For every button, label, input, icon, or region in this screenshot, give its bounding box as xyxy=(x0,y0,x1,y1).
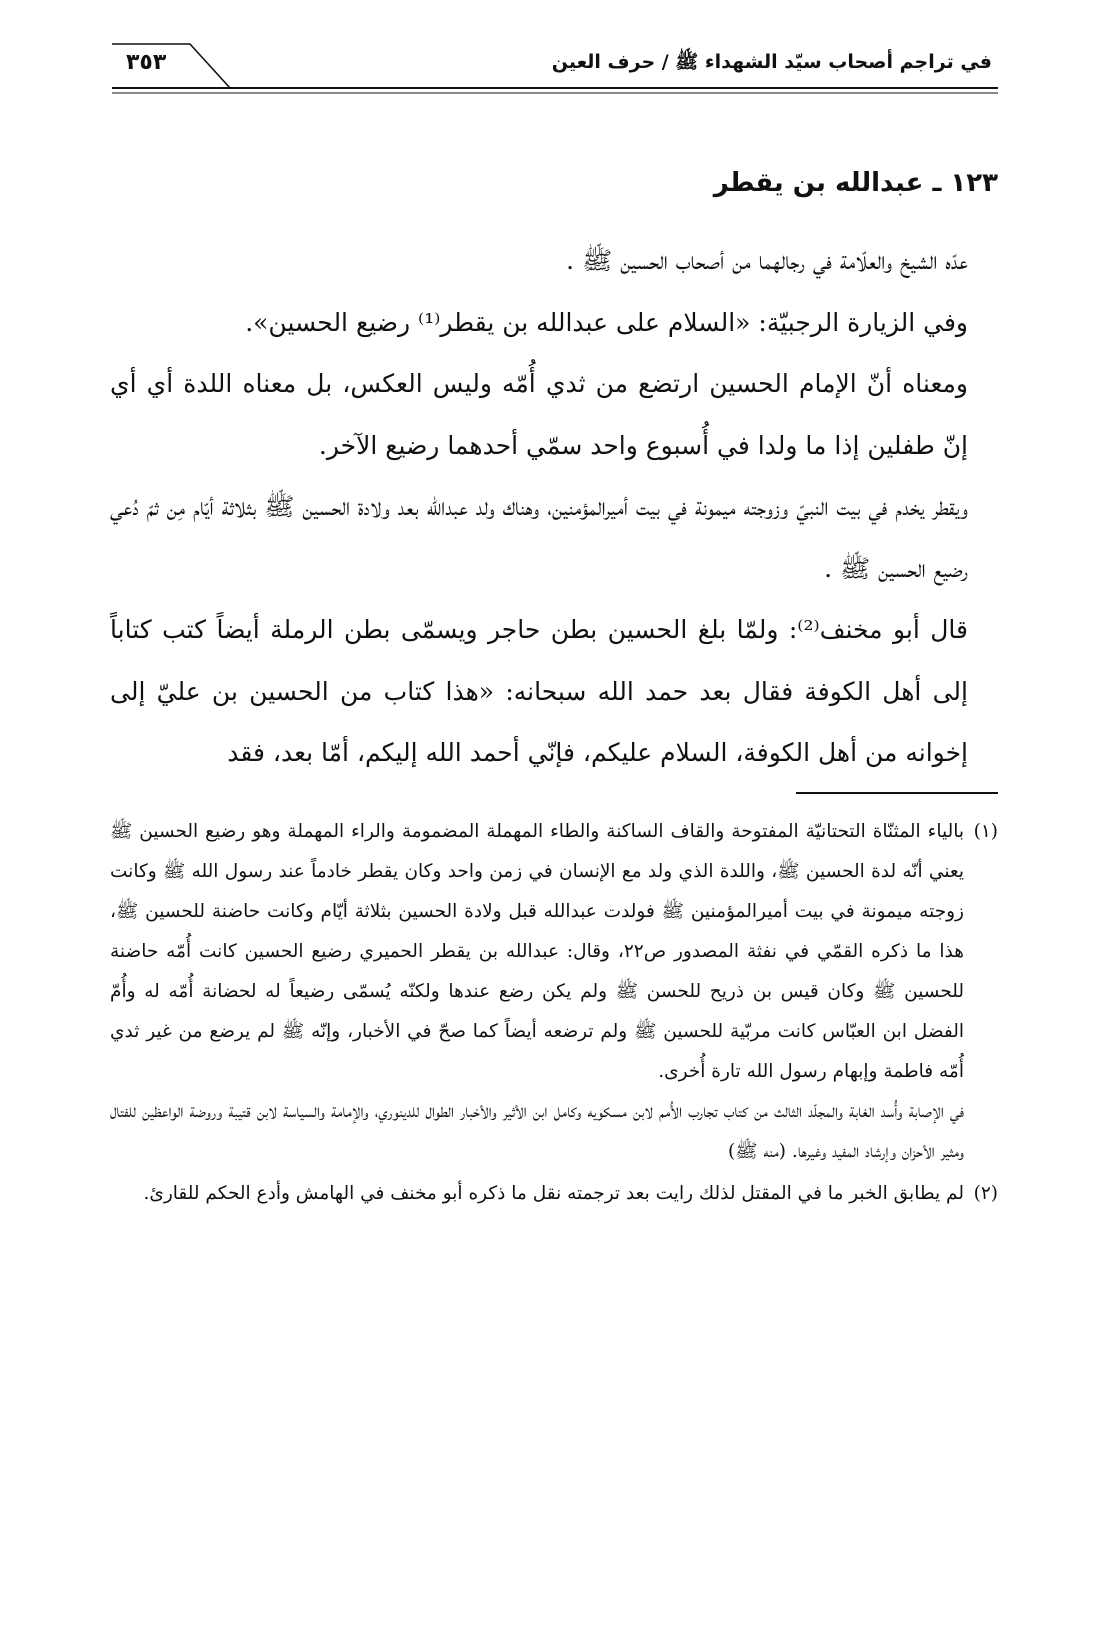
page-number: ٣٥٣ xyxy=(126,50,167,75)
footnote-separator xyxy=(796,792,998,794)
running-header xyxy=(112,42,998,98)
body-paragraph: وفي الزيارة الرجبيّة: «السلام على عبدالله بن يقطر⁽¹⁾ رضيع الحسين». xyxy=(245,307,968,337)
entry-heading: ١٢٣ ـ عبدالله بن يقطر xyxy=(713,168,998,198)
footnote-number: (٢) xyxy=(973,1183,998,1204)
body-paragraph: ومعناه أنّ الإمام الحسين ارتضع من ثدي أُمّه وليس العكس، بل معناه اللدة أي أي إنّ طفلين إذا ما ولدا في أُسبوع واحد سمّي أحدهما رضيع الآخر. xyxy=(110,369,968,460)
footnote-sources: في الإصابة وأُسد الغابة والمجلّد الثالث من كتاب تجارب الأُمم لابن مسكويه وكامل ابن الأثير والأخبار الطوال للدينوري، والإمامة والسياسة لابن قتيبة وروضة الواعظين للفتال ومثير الأحزان وإرشاد المفيد وغيرها. (منه ﷺ) xyxy=(110,1101,964,1162)
footnote-text: لم يطابق الخبر ما في المقتل لذلك رايت بعد ترجمته نقل ما ذكره أبو مخنف في الهامش وأدع الحكم للقارئ. xyxy=(143,1183,964,1204)
body-paragraph: ويقطر يخدم في بيت النبيّ وزوجته ميمونة في بيت أميرالمؤمنين، وهناك ولد عبدالله بعد ولادة الحسين ﷺ بثلاثة أيّام مِن ثمّ دُعي رضيع الحسين ﷺ . xyxy=(110,492,968,583)
footnote-1 xyxy=(110,812,998,1092)
footnotes xyxy=(110,812,998,1214)
footnote-text: بالياء المثنّاة التحتانيّة المفتوحة والقاف الساكنة والطاء المهملة المضمومة والراء المهملة وهو رضيع الحسين ﷺ يعني أنّه لدة الحسين ﷺ، واللدة الذي ولد مع الإنسان في زمن واحد وكان يقطر خادماً عند رسول الله ﷺ وكانت زوجته ميمونة في بيت أميرالمؤمنين ﷺ فولدت عبدالله قبل ولادة الحسين بثلاثة أيّام وكانت حاضنة للحسين ﷺ، هذا ما ذكره القمّي في نفثة المصدور ص٢٢، وقال: عبدالله بن يقطر الحميري رضيع الحسين كانت أُمّه حاضنة للحسين ﷺ وكان قيس بن ذريح للحسن ﷺ ولم يكن رضع عندها ولكنّه يُسمّى رضيعاً له لحضانة أُمّه له وأُمّ الفضل ابن العبّاس كانت مربّية للحسين ﷺ ولم ترضعه أيضاً كما صحّ في الأخبار، وإنّه ﷺ لم يرضع من غير ثدي أُمّه فاطمة وإبهام رسول الله تارة أُخرى. xyxy=(110,821,964,1082)
footnote-number: (١) xyxy=(973,821,998,842)
body-text xyxy=(110,230,998,784)
body-paragraph: قال أبو مخنف⁽²⁾: ولمّا بلغ الحسين بطن حاجر ويسمّى بطن الرملة أيضاً كتب كتاباً إلى أهل الكوفة فقال بعد حمد الله سبحانه: «هذا كتاب من الحسين بن عليّ إلى إخوانه من أهل الكوفة، السلام عليكم، فإنّي أحمد الله إليكم، أمّا بعد، فقد xyxy=(110,615,968,767)
body-paragraph: عدّه الشيخ والعلّامة في رجالهما من أصحاب الحسين ﷺ . xyxy=(566,246,968,275)
header-title: في تراجم أصحاب سيّد الشهداء ﷺ / حرف العين xyxy=(551,51,992,73)
footnote-2 xyxy=(110,1174,998,1214)
